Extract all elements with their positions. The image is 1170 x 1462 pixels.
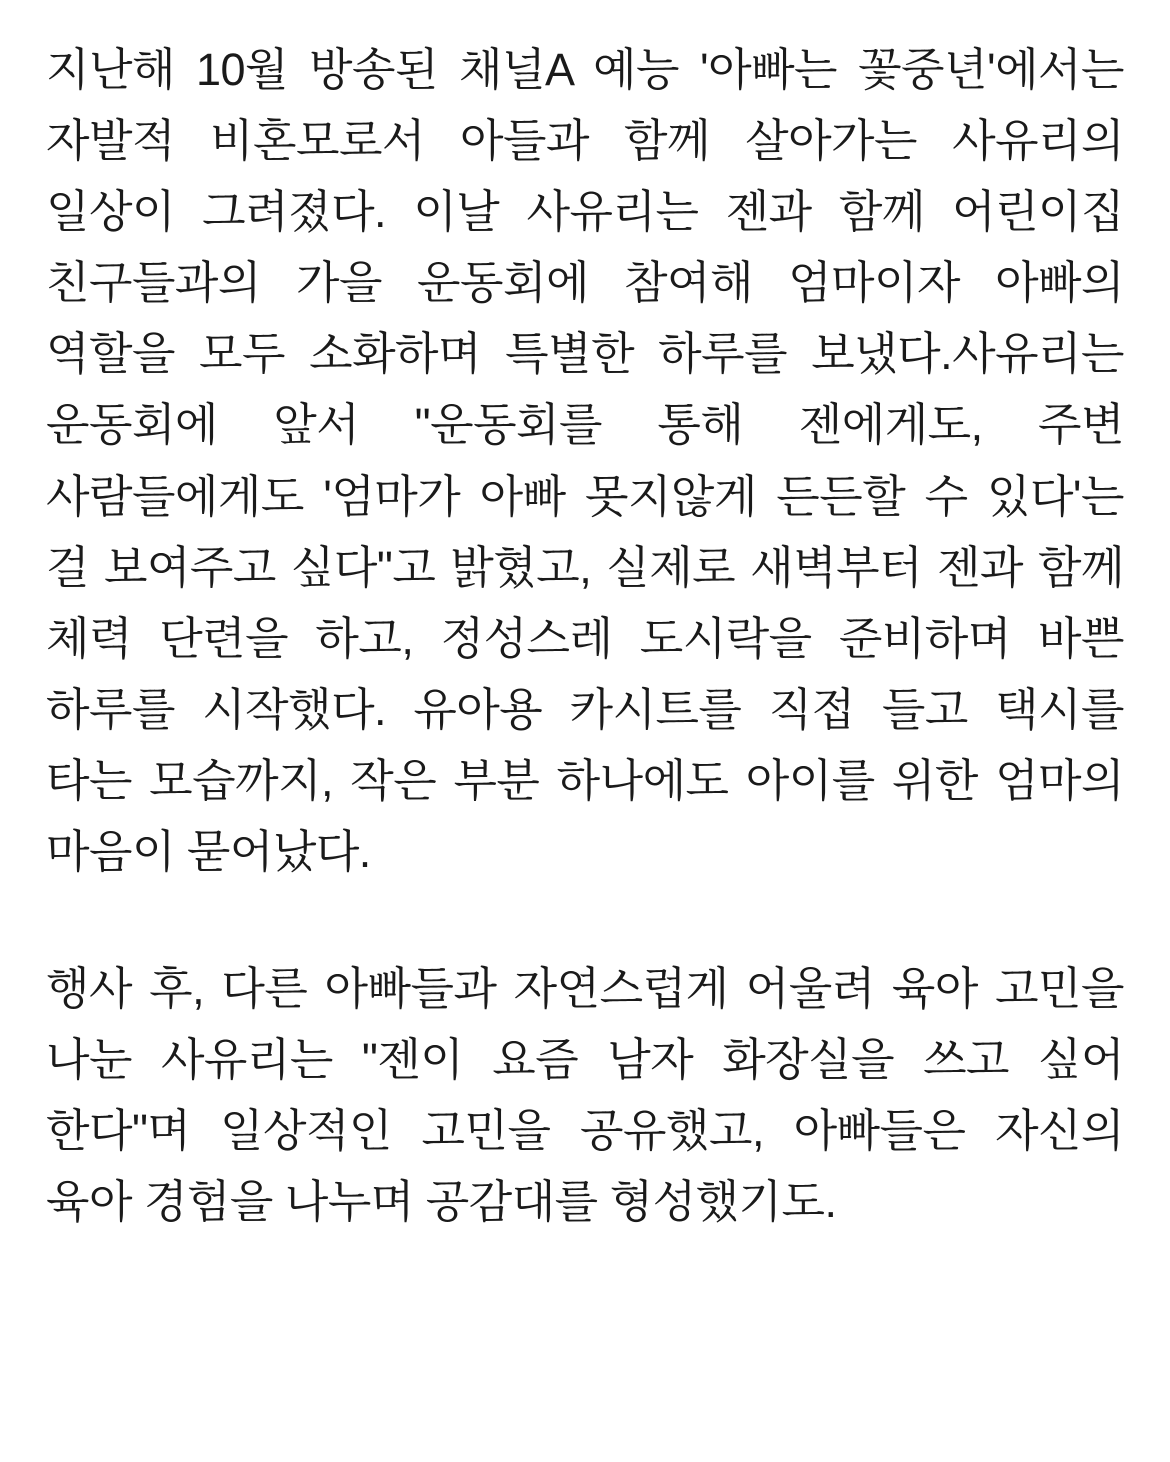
article-paragraph-1: 지난해 10월 방송된 채널A 예능 '아빠는 꽃중년'에서는 자발적 비혼모로서 아들과 함께 살아가는 사유리의 일상이 그려졌다. 이날 사유리는 젠과 함께 어린이집 친구들과의 가을 운동회에 참여해 엄마이자 아빠의 역할을 모두 소화하며 특별한 하루를 보냈다.사유리는 운동회에 앞서 "운동회를 통해 젠에게도, 주변 사람들에게도 '엄마가 아빠 못지않게 든든할 수 있다'는 걸 보여주고 싶다"고 밝혔고, 실제로 새벽부터 젠과 함께 체력 단련을 하고, 정성스레 도시락을 준비하며 바쁜 하루를 시작했다. 유아용 카시트를 직접 들고 택시를 타는 모습까지, 작은 부분 하나에도 아이를 위한 엄마의 마음이 묻어났다. xyxy=(46,44,1124,878)
article-paragraph-2: 행사 후, 다른 아빠들과 자연스럽게 어울려 육아 고민을 나눈 사유리는 "젠이 요즘 남자 화장실을 쓰고 싶어 한다"며 일상적인 고민을 공유했고, 아빠들은 자신의 육아 경험을 나누며 공감대를 형성했기도. xyxy=(46,963,1124,1228)
